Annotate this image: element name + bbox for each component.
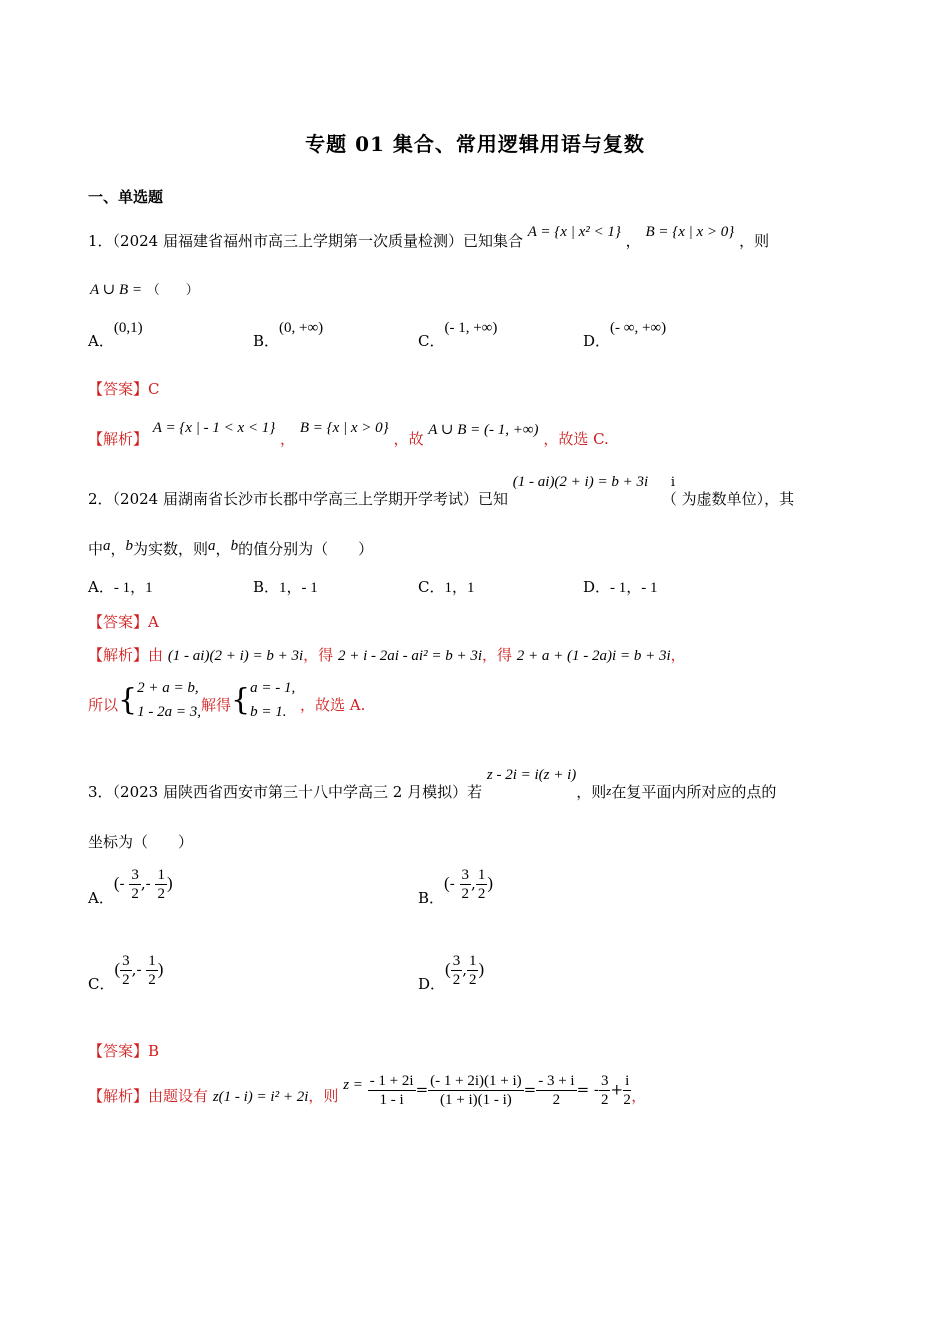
q2-var-a: a [103,538,111,554]
option-label: D． [583,578,611,596]
q2-option-b[interactable] [253,576,318,597]
option-value: (0,1) [113,320,143,336]
q3-a-eq: z(1 - i) = i² + 2i [212,1088,309,1105]
q3-a-then: ，则 [308,1086,339,1105]
q1-set-a: A = {x | x² < 1} [527,224,621,240]
y-den: 2 [477,886,486,902]
option-label: B． [253,578,280,596]
q1-analysis-a: A = {x | - 1 < x < 1} [152,420,276,436]
q2-a-end1: ， [670,646,686,664]
q1-sep: ， [625,232,641,250]
q2-var-b-2: b [230,538,239,554]
q1-answer: 【答案】C [88,380,160,398]
q1-stem-suffix: ，则 [739,232,770,250]
option-value: 1，1 [444,580,475,596]
q1-blank: （ ） [146,283,199,298]
x-num: 3 [452,953,461,969]
q3-f5-num: i [625,1073,630,1089]
q2-var-a-2: a [208,538,216,554]
q2-stem-i: i [670,475,676,490]
paren-close: ) [157,959,164,979]
q3-stem-suffix: 在复平面内所对应的点的 [611,783,777,801]
x-den: 2 [461,886,470,902]
analysis-label: 【解析】 [88,646,149,664]
left-brace-2: { [231,682,251,718]
x-num: 3 [461,867,470,883]
q1-expr: A ∪ B = [90,282,142,298]
paren-open: ( [114,959,121,979]
option-label: B． [418,888,445,907]
left-brace: { [118,682,138,718]
q2-option-c[interactable] [418,576,475,597]
option-label: A． [88,332,114,350]
analysis-label: 【解析】 [88,1086,149,1105]
x-sign: - [449,874,460,893]
paren-close: ) [478,959,485,979]
q1-option-c[interactable] [418,316,498,350]
y-num: 1 [468,953,477,969]
q2-option-d[interactable] [583,576,658,597]
q3-f2-den: (1 + i)(1 - i) [439,1092,512,1108]
q1-analysis-sep: ， [280,430,296,448]
q2-comma: ， [110,540,126,558]
q3-f4-den: 2 [600,1092,609,1108]
analysis-label: 【解析】 [88,430,149,448]
q2-line2-a: 中 [88,540,104,558]
q3-option-c[interactable]: C．( $\frac{3}{2}$ ,- $\frac{1}{2}$ ) [88,953,164,993]
paren-close: ) [166,873,173,893]
q2-stem-suffix: （ 为虚数单位），其 [661,490,795,508]
q2-system-1 [137,676,201,724]
q2-sys2-l1: a = - 1, [250,680,296,696]
q3-f5-den: 2 [623,1092,631,1108]
q3-equation: z - 2i = i(z + i) [486,767,577,783]
q2-line2 [88,538,373,559]
q1-stem [88,224,770,251]
q1-analysis-mid: ，故 [393,430,424,448]
q2-answer: 【答案】A [88,613,159,631]
q3-line2: 坐标为（ ） [88,833,194,851]
option-label: B． [253,332,280,350]
y-sign: - [136,960,147,979]
q3-stem-mid: ，则 [576,783,607,801]
q2-solve: 解得 [200,696,231,714]
q2-final: ，故选 A. [300,696,366,714]
q3-option-a[interactable]: A．(- $\frac{3}{2}$ ,- $\frac{1}{2}$ ) [88,867,173,907]
option-value: - 1，- 1 [610,580,658,596]
q3-f3-num: - 3 + i [538,1073,575,1089]
q3-analysis: 【解析】由题设有 z(1 - i) = i² + 2i，则 z = $\frac{- 1 + 2i}{1 - i}$ = $\frac{(- 1 + 2i)(1 + i)}{(1 + i)(1 - i)}$ = $\frac{- 3 + i}{2}$ = - $\frac{3}{2}$ + $\frac{i}{2}$ ， [88,1073,647,1108]
q3-f3-den: 2 [552,1092,561,1108]
x-den: 2 [131,886,139,902]
q3-a-z: z = [343,1076,363,1093]
y-num: 1 [148,953,156,969]
paren-open: ( [113,873,120,893]
y-den: 2 [468,972,477,988]
y-num: 1 [477,867,486,883]
option-label: D． [583,332,611,350]
q2-so: 所以 [88,696,119,714]
option-value: 1，- 1 [279,580,318,596]
option-label: D． [418,974,446,993]
q3-a-text: 由题设有 [148,1086,209,1105]
q3-plus: + [610,1080,624,1099]
option-label: A． [88,888,114,907]
option-label: C． [88,974,115,993]
q2-var-b: b [125,538,134,554]
q1-option-a[interactable] [88,316,143,350]
q2-stem-prefix: 2．（2024 届湖南省长沙市长郡中学高三上学期开学考试）已知 [88,490,508,508]
q2-sys2-l2: b = 1. [250,704,287,720]
x-den: 2 [452,972,461,988]
q3-answer: 【答案】B [88,1042,160,1060]
y-den: 2 [148,972,156,988]
q2-a-eq1: (1 - ai)(2 + i) = b + 3i [167,648,304,664]
q2-equation: (1 - ai)(2 + i) = b + 3i [512,474,649,490]
q2-a-eq2: 2 + i - 2ai - ai² = b + 3i [337,648,482,664]
x-den: 2 [122,972,130,988]
q1-analysis [88,416,609,448]
q3-option-d[interactable]: D．( $\frac{3}{2}$ , $\frac{1}{2}$ ) [418,953,485,993]
option-label: C． [418,578,445,596]
q2-line2-c: 的值分别为（ ） [238,540,374,558]
q1-stem-prefix: 1．（2024 届福建省福州市高三上学期第一次质量检测）已知集合 [88,232,523,250]
q3-neg: = - [576,1080,599,1099]
q3-f1-den: 1 - i [379,1092,404,1108]
q2-a-get1: ，得 [303,646,334,664]
q2-comma-2: ， [215,540,231,558]
q2-analysis-line1 [88,644,686,665]
y-sign: - [145,874,156,893]
option-value: (- 1, +∞) [444,320,498,336]
y-den: 2 [157,886,165,902]
paren-open: ( [445,959,451,979]
q3-f1-num: - 1 + 2i [369,1073,414,1089]
paren-open: ( [444,873,450,893]
q2-a-eq3: 2 + a + (1 - 2a)i = b + 3i [516,648,671,664]
q1-set-b: B = {x | x > 0} [645,224,735,240]
q2-a-from: 由 [148,646,164,664]
q3-end: ， [631,1086,647,1105]
x-sign: - [119,874,130,893]
q3-f4-num: 3 [600,1073,609,1089]
q3-stem-prefix: 3．（2023 届陕西省西安市第三十八中学高三 2 月模拟）若 [88,783,483,801]
q1-option-b[interactable] [253,316,324,350]
q2-analysis-line2 [88,676,365,724]
x-num: 3 [122,953,130,969]
q3-stem [88,763,777,801]
x-num: 3 [131,867,139,883]
q2-line2-b: 为实数，则 [133,540,209,558]
q2-option-a[interactable] [88,576,153,597]
q3-var-z: z [606,783,612,798]
q2-stem [88,470,795,508]
page-title: 专题 01 集合、常用逻辑用语与复数 [305,132,645,156]
option-value: (0, +∞) [279,320,324,336]
option-value: (- ∞, +∞) [610,320,667,336]
q2-a-get2: ，得 [482,646,513,664]
option-label: A． [88,578,114,596]
q2-sys1-l1: 2 + a = b, [137,680,199,696]
q2-sys1-l2: 1 - 2a = 3, [137,704,201,720]
y-num: 1 [157,867,165,883]
q3-option-b[interactable]: B．(- $\frac{3}{2}$ , $\frac{1}{2}$ ) [418,867,493,907]
section-heading: 一、单选题 [88,188,164,206]
q1-analysis-union: A ∪ B = (- 1, +∞) [428,422,539,438]
q1-analysis-b: B = {x | x > 0} [299,420,389,436]
option-label: C． [418,332,445,350]
paren-close: ) [487,873,493,893]
option-value: - 1，1 [113,580,153,596]
q1-expr-line [90,279,199,299]
q1-analysis-end: ，故选 C. [543,430,609,448]
q1-option-d[interactable] [583,316,667,350]
q2-system-2 [250,676,295,724]
q3-f2-num: (- 1 + 2i)(1 + i) [430,1073,522,1089]
